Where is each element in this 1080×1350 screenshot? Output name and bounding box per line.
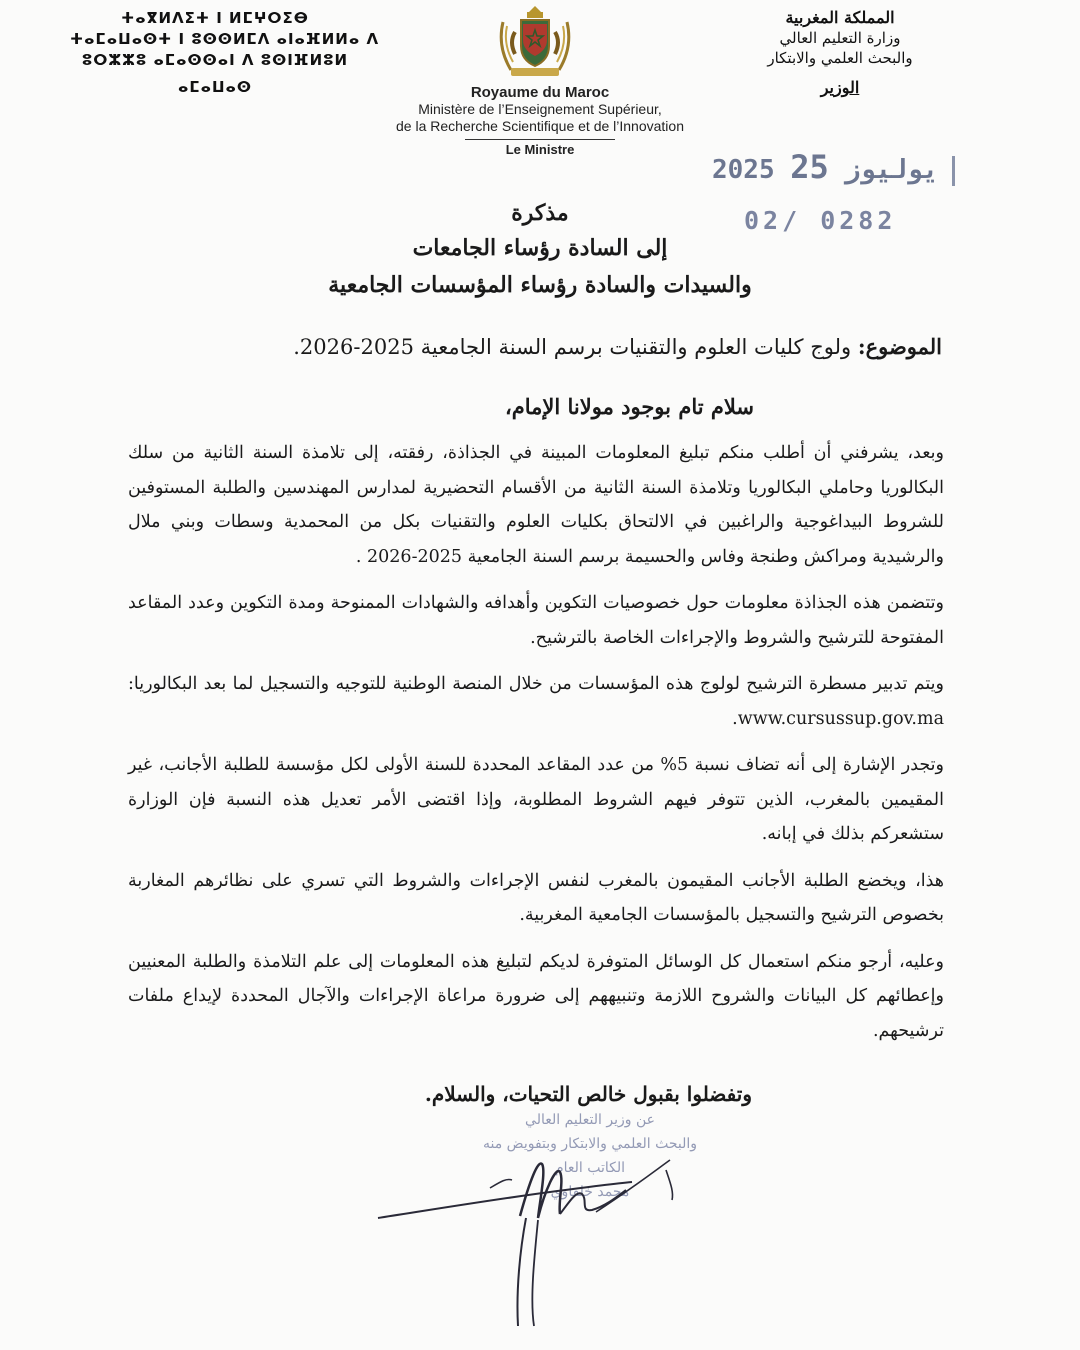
tifinagh-line: ⵓⵔⵣⵣⵓ ⴰⵎⴰⵙⵙⴰⵏ ⴷ ⵓⵙⵏⴼⵍⵓⵍ bbox=[81, 51, 349, 69]
stamp-year: 2025 bbox=[712, 155, 775, 185]
closing-line: وتفضلوا بقبول خالص التحيات، والسلام. bbox=[424, 1082, 752, 1106]
memo-title: مذكرة bbox=[511, 200, 569, 226]
arabic-header-line: الوزير bbox=[820, 78, 860, 97]
arabic-header-line: والبحث العلمي والابتكار bbox=[767, 49, 913, 67]
signature-stamp-line: الكاتب العام bbox=[554, 1160, 626, 1176]
stamp-bar bbox=[952, 156, 955, 186]
memo-recipients-line: والسيدات والسادة رؤساء المؤسسات الجامعية bbox=[328, 272, 752, 298]
tifinagh-line: ⵜⴰⵎⴰⵡⴰⵙⵜ ⵏ ⵓⵙⵙⵍⵎⴷ ⴰⵏⴰⴼⵍⵍⴰ ⴷ bbox=[70, 30, 380, 48]
tifinagh-header bbox=[70, 8, 380, 98]
body-paragraph: وتجدر الإشارة إلى أنه تضاف نسبة 5% من عدد المقاعد المحددة للسنة الأولى لكل مؤسسة للطلبة الأجانب، غير المقيمين بالمغرب، الذين تتوفر فيهم الشروط المطلوبة، وإذا اقتضى الأمر تعديل هذه النسبة فإن الوزارة ستشعركم بذلك في إبانه. bbox=[128, 755, 945, 844]
subject-line bbox=[122, 332, 942, 362]
body-paragraph: وعليه، أرجو منكم استعمال كل الوسائل المتوفرة لديكم لتبليغ هذه المعلومات إلى علم التلامذة والطلبة المعنيين وإعطائهم كل البيانات والشروح اللازمة وتنبيههم إلى ضرورة مراعاة الإجراءات والآجال المحددة لإيداع ملفات ترشيحهم. bbox=[128, 951, 944, 1041]
date-stamp bbox=[712, 148, 955, 186]
subject-label: الموضوع: bbox=[857, 334, 942, 359]
coat-of-arms-emblem bbox=[493, 2, 577, 82]
handwritten-signature bbox=[370, 1130, 710, 1330]
memo-heading bbox=[200, 196, 880, 304]
signature-stamp-line: عن وزير التعليم العالي bbox=[525, 1112, 655, 1128]
signature-stamp-line: محمد خلفاوي bbox=[550, 1184, 630, 1200]
tifinagh-line: ⴰⵎⴰⵡⴰⵙ bbox=[177, 78, 253, 96]
arabic-header-line: وزارة التعليم العالي bbox=[779, 29, 901, 47]
memo-body bbox=[128, 436, 944, 1060]
le-ministre-label: Le Ministre bbox=[505, 142, 575, 157]
memo-recipients-line: إلى السادة رؤساء الجامعات bbox=[412, 235, 668, 261]
body-paragraph: ويتم تدبير مسطرة الترشيح لولوج هذه المؤسسات من خلال المنصة الوطنية للتوجيه والتسجيل لما بعد البكالوريا: www.cursussup.gov.ma. bbox=[128, 674, 944, 729]
signature-stamp-line: والبحث العلمي والابتكار وبتفويض منه bbox=[482, 1136, 698, 1152]
stamp-day: 25 bbox=[790, 148, 829, 186]
subject-text: ولوج كليات العلوم والتقنيات برسم السنة الجامعية 2025-2026. bbox=[293, 335, 858, 359]
ministry-line: de la Recherche Scientifique et de l’Innovation bbox=[396, 118, 684, 134]
arabic-header-line: المملكة المغربية bbox=[785, 8, 895, 27]
stamp-month: يوليوز bbox=[844, 155, 939, 185]
greeting: سلام تام بوجود مولانا الإمام، bbox=[504, 394, 754, 419]
ministry-line: Ministère de l’Enseignement Supérieur, bbox=[418, 101, 662, 117]
body-paragraph: وبعد، يشرفني أن أطلب منكم تبليغ المعلومات المبينة في الجذاذة، رفقته، إلى تلامذة السنة الثانية من سلك البكالوريا وحاملي البكالوريا وتلامذة السنة الثانية من الأقسام التحضيرية لمدارس المهندسين والطلبة المستوفين للشروط البيداغوجية والراغبين في الالتحاق بكليات العلوم والتقنيات بكل من المحمدية وسطات وبني ملال والرشيدية ومراكش وطنجة وفاس والحسيمة برسم السنة الجامعية 2025-2026 . bbox=[128, 443, 945, 567]
tifinagh-line: ⵜⴰⴳⵍⴷⵉⵜ ⵏ ⵍⵎⵖⵔⵉⴱ bbox=[121, 9, 309, 27]
french-header bbox=[330, 84, 750, 157]
reference-stamp: 02/ 0282 bbox=[744, 206, 897, 235]
arabic-header bbox=[720, 8, 960, 98]
header-divider bbox=[465, 139, 615, 140]
body-paragraph: وتتضمن هذه الجذاذة معلومات حول خصوصيات التكوين وأهدافه والشهادات الممنوحة ومدة التكوين وعدد المقاعد المفتوحة للترشيح والشروط والإجراءات الخاصة بالترشيح. bbox=[128, 593, 944, 648]
body-paragraph: هذا، ويخضع الطلبة الأجانب المقيمون بالمغرب لنفس الإجراءات والشروط التي تسري على نظائرهم المغاربة بخصوص الترشيح والتسجيل بالمؤسسات الجامعية المغربية. bbox=[128, 870, 944, 925]
royaume-title: Royaume du Maroc bbox=[470, 84, 610, 101]
